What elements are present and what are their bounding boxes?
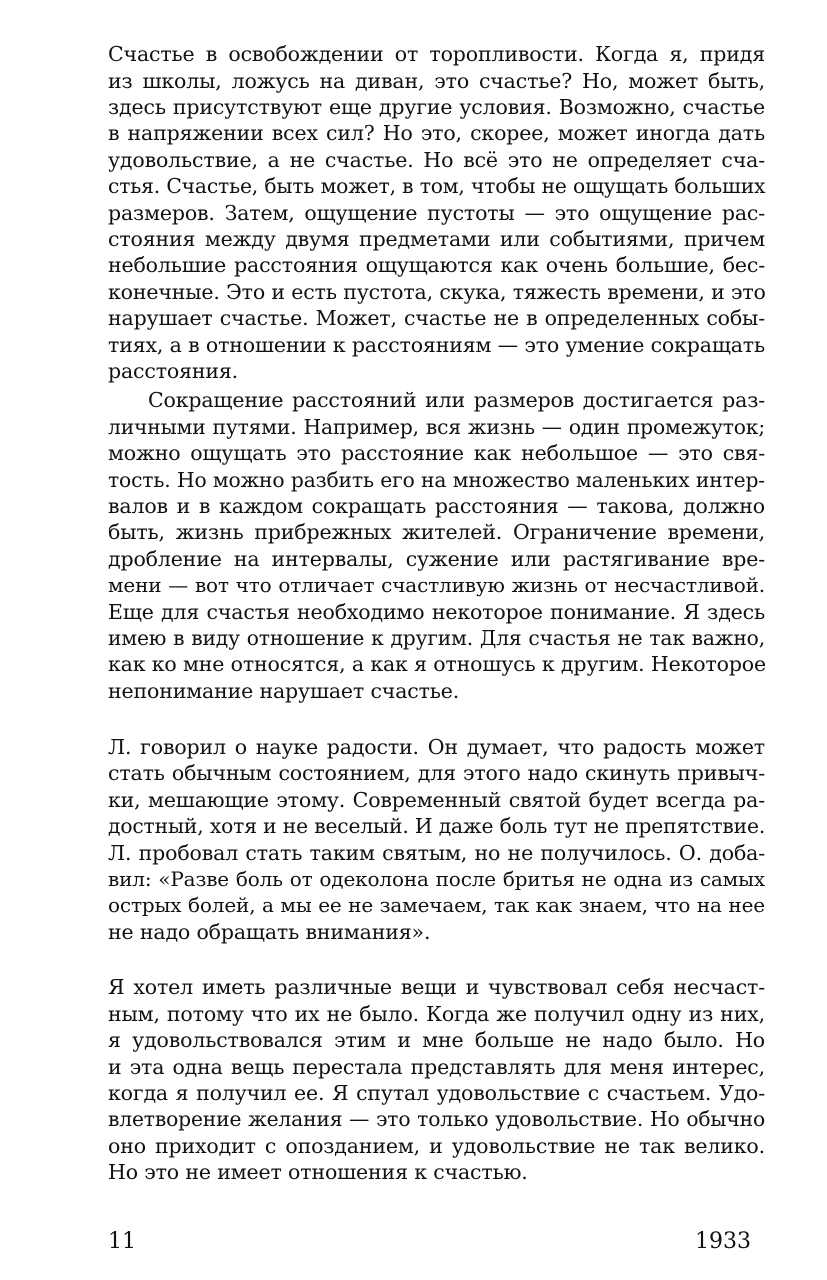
text-line: мени — вот что отличает счастливую жизнь от несчастливой. [108, 573, 765, 597]
text-line: ным, потому что их не было. Когда же получил одну из них, [108, 1002, 765, 1026]
text-line: оно приходит с опозданием, и удовольствие не так велико. [108, 1134, 765, 1158]
text-line: как ко мне относятся, а как я отношусь к другим. Некоторое [108, 652, 766, 676]
text-line: Счастье в освобождении от торопливости. Когда я, придя [108, 42, 765, 66]
text-line: достный, хотя и не веселый. И даже боль тут не препятствие. [108, 814, 766, 838]
page-number: 11 [108, 1229, 136, 1254]
text-line: стать обычным состоянием, для этого надо скинуть привыч- [108, 761, 765, 785]
text-line: дробление на интервалы, сужение или растягивание вре- [108, 547, 765, 571]
text-line: имею в виду отношение к другим. Для счастья не так важно, [108, 626, 765, 650]
text-line: валов и в каждом сокращать расстояния — такова, должно [108, 494, 765, 518]
text-line: Еще для счастья необходимо некоторое понимание. Я здесь [108, 600, 765, 624]
text-line: тиях, а в отношении к расстояниям — это умение сокращать [108, 333, 765, 357]
text-line: нарушает счастье. Может, счастье не в определенных собы- [108, 306, 765, 330]
text-line: удовольствие, а не счастье. Но всё это не определяет сча- [108, 148, 765, 172]
text-line: из школы, ложусь на диван, это счастье? Но, может быть, [108, 69, 765, 93]
text-line: тость. Но можно разбить его на множество маленьких интер- [108, 468, 765, 492]
running-year: 1933 [695, 1229, 751, 1254]
text-line: острых болей, а мы ее не замечаем, так как знаем, что на нее [108, 893, 765, 917]
text-line: быть, жизнь прибрежных жителей. Ограничение времени, [108, 520, 765, 544]
text-line: Но это не имеет отношения к счастью. [108, 1160, 528, 1184]
text-line: конечные. Это и есть пустота, скука, тяжесть времени, и это [108, 280, 766, 304]
text-line: стья. Счастье, быть может, в том, чтобы не ощущать больших [108, 174, 766, 198]
text-line: не надо обращать внимания». [108, 920, 431, 944]
text-line: размеров. Затем, ощущение пустоты — это ощущение рас- [108, 201, 765, 225]
text-line: Л. пробовал стать таким святым, но не получилось. О. доба- [108, 841, 765, 865]
text-line: влетворение желания — это только удовольствие. Но обычно [108, 1107, 765, 1131]
text-line: я удовольствовался этим и мне больше не надо было. Но [108, 1028, 765, 1052]
text-line: здесь присутствуют еще другие условия. Возможно, счастье [108, 95, 765, 119]
text-line: когда я получил ее. Я спутал удовольствие с счастьем. Удо- [108, 1081, 765, 1105]
text-line: стояния между двумя предметами или событиями, причем [108, 227, 765, 251]
text-line: можно ощущать это расстояние как небольшое — это свя- [108, 441, 765, 465]
text-line: Я хотел иметь различные вещи и чувствовал себя несчаст- [108, 975, 765, 999]
text-line: Сокращение расстояний или размеров достигается раз- [148, 388, 765, 412]
text-line: расстояния. [108, 359, 239, 383]
text-line: Л. говорил о науке радости. Он думает, что радость может [108, 735, 765, 759]
text-line: в напряжении всех сил? Но это, скорее, может иногда дать [108, 121, 765, 145]
text-line: личными путями. Например, вся жизнь — один промежуток; [108, 415, 765, 439]
text-line: непонимание нарушает счастье. [108, 679, 460, 703]
text-line: и эта одна вещь перестала представлять для меня интерес, [108, 1055, 765, 1079]
text-line: ки, мешающие этому. Современный святой будет всегда ра- [108, 788, 765, 812]
text-line: небольшие расстояния ощущаются как очень большие, бес- [108, 253, 765, 277]
text-line: вил: «Разве боль от одеколона после бритья не одна из самых [108, 867, 765, 891]
